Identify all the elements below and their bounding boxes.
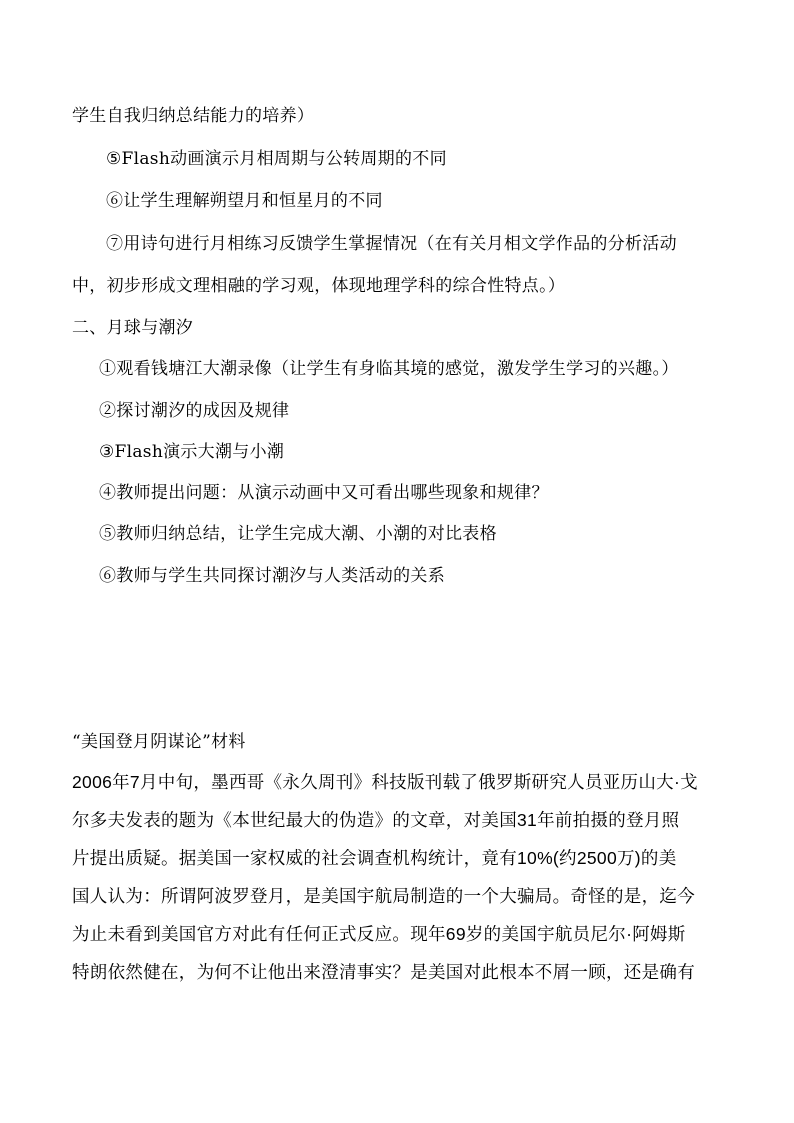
- list-item: ⑤教师归纳总结，让学生完成大潮、小潮的对比表格: [99, 524, 497, 544]
- list-item: ⑥教师与学生共同探讨潮汐与人类活动的关系: [99, 566, 445, 586]
- list-item: ②探讨潮汐的成因及规律: [99, 401, 290, 421]
- list-item: ⑤Flash动画演示月相周期与公转周期的不同: [106, 149, 447, 169]
- material-line: 2006年7月中旬，墨西哥《永久周刊》科技版刊载了俄罗斯研究人员亚历山大·戈: [72, 772, 698, 792]
- material-line: 为止未看到美国官方对此有任何正式反应。现年69岁的美国宇航员尼尔·阿姆斯: [72, 924, 686, 944]
- material-line: 国人认为：所谓阿波罗登月，是美国宇航局制造的一个大骗局。奇怪的是，迄今: [72, 886, 695, 906]
- list-item: ④教师提出问题：从演示动画中又可看出哪些现象和规律？: [99, 483, 549, 503]
- paragraph-continuation: 学生自我归纳总结能力的培养）: [72, 106, 315, 126]
- material-line: 尔多夫发表的题为《本世纪最大的伪造》的文章，对美国31年前拍摄的登月照: [72, 810, 680, 830]
- list-item: ①观看钱塘江大潮录像（让学生有身临其境的感觉，激发学生学习的兴趣。）: [99, 359, 679, 379]
- material-line: 片提出质疑。据美国一家权威的社会调查机构统计，竟有10%(约2500万)的美: [72, 848, 677, 868]
- material-title: “美国登月阴谋论”材料: [72, 732, 246, 752]
- list-item: ⑦用诗句进行月相练习反馈学生掌握情况（在有关月相文学作品的分析活动: [106, 234, 677, 254]
- list-item: ⑥让学生理解朔望月和恒星月的不同: [106, 191, 383, 211]
- section-heading: 二、月球与潮汐: [72, 318, 194, 338]
- list-item-continuation: 中，初步形成文理相融的学习观，体现地理学科的综合性特点。）: [72, 276, 566, 296]
- list-item: ③Flash演示大潮与小潮: [99, 442, 285, 462]
- material-line: 特朗依然健在，为何不让他出来澄清事实？是美国对此根本不屑一顾，还是确有: [72, 962, 695, 982]
